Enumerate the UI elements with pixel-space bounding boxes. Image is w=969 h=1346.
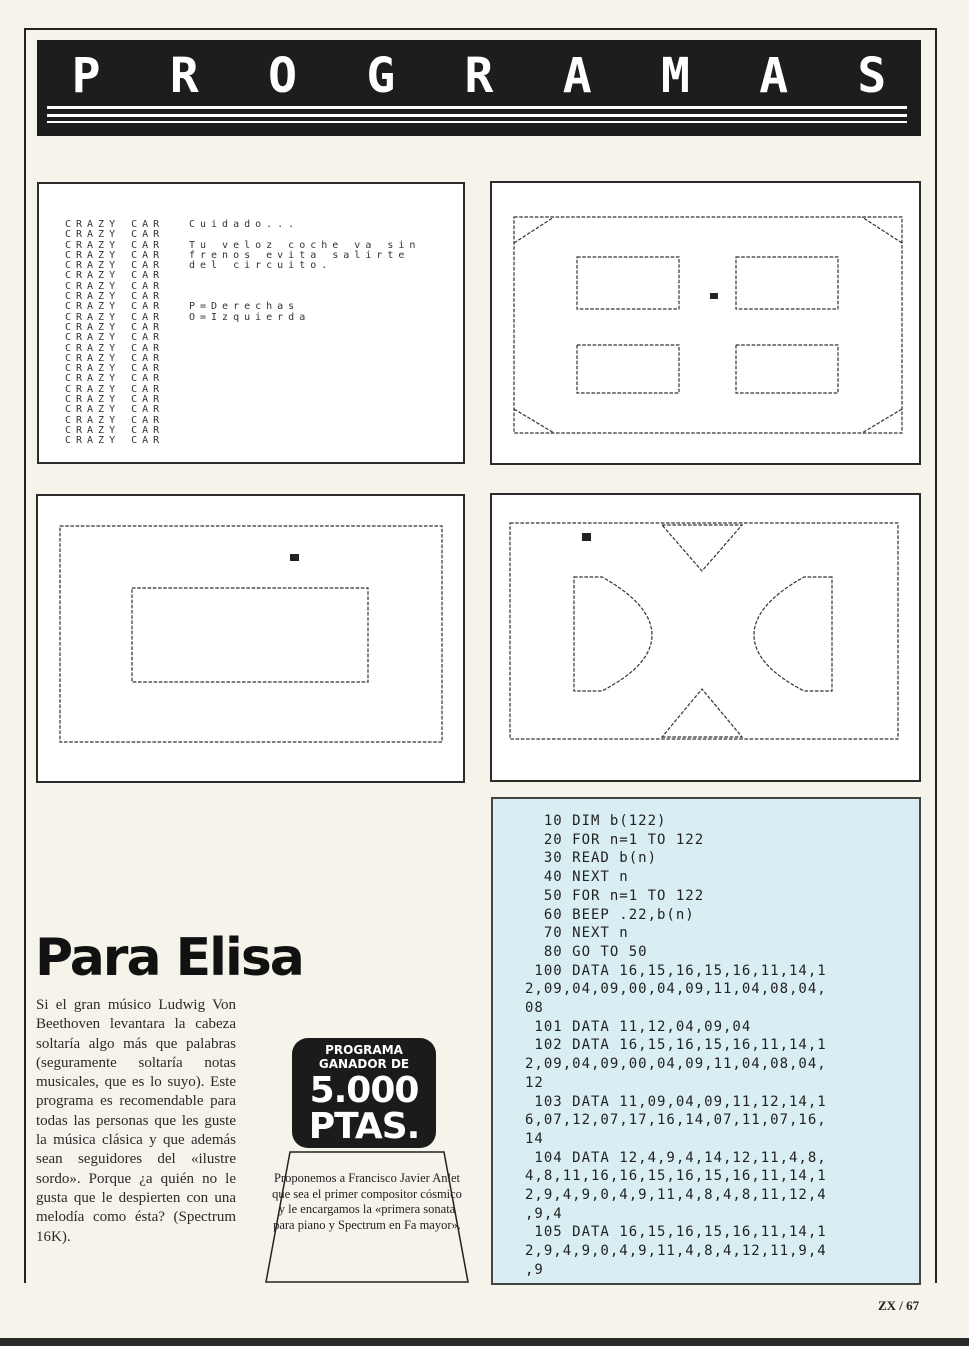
crazy-car-line: CRAZY CAR [65, 332, 165, 344]
screenshot-circuit-88 [490, 181, 921, 465]
crazy-car-line: CRAZY CAR [65, 301, 165, 313]
crazy-car-line: CRAZY CAR [65, 270, 165, 282]
crazy-car-line: CRAZY CAR [65, 404, 165, 416]
code-line: 4,8,11,16,16,15,16,15,16,11,14,1 [525, 1168, 827, 1185]
code-line: 100 DATA 16,15,16,15,16,11,14,1 [525, 962, 827, 979]
section-banner [37, 40, 921, 136]
circuit-rect-graphic [38, 496, 463, 781]
code-line: 6,07,12,07,17,16,14,07,11,07,16, [525, 1112, 827, 1129]
banner-letter: A [759, 48, 789, 104]
code-line: 60 BEEP .22,b(n) [525, 906, 695, 923]
crazy-car-line: CRAZY CAR [65, 260, 165, 272]
instruction-line: del circuito. [189, 260, 333, 272]
crazy-car-line: CRAZY CAR [65, 373, 165, 385]
banner-stripe [47, 114, 907, 117]
crazy-car-line: CRAZY CAR [65, 311, 165, 323]
code-line: 2,9,4,9,0,4,9,11,4,8,4,12,11,9,4 [525, 1243, 827, 1260]
code-line: 08 [525, 1000, 544, 1016]
article-title: Para Elisa [35, 928, 303, 988]
car-sprite [582, 533, 591, 541]
circuit-88-graphic [492, 183, 919, 463]
screenshot-circuit-oval [490, 493, 921, 782]
basic-listing [491, 797, 921, 1285]
bottom-bar [0, 1338, 969, 1346]
instruction-line [189, 271, 420, 281]
code-line: ,9 [525, 1261, 544, 1278]
crazy-car-line: CRAZY CAR [65, 352, 165, 364]
crazy-car-line: CRAZY CAR [65, 435, 165, 447]
badge-currency: PTAS. [308, 1106, 420, 1147]
code-line: 2,09,04,09,00,04,09,11,04,08,04, [525, 1056, 827, 1073]
code-line: 30 READ b(n) [525, 850, 658, 867]
banner-stripe [47, 121, 907, 123]
code-line: 10 DIM b(122) [525, 813, 667, 829]
banner-letter: R [464, 48, 494, 104]
crazy-car-line: CRAZY CAR [65, 363, 165, 375]
instruction-line: O=Izquierda [189, 311, 311, 323]
crazy-car-line: CRAZY CAR [65, 342, 165, 354]
screenshot-circuit-rect [36, 494, 465, 783]
code-line: 2,9,4,9,0,4,9,11,4,8,4,8,11,12,4 [525, 1187, 827, 1203]
page-rule-left [24, 28, 26, 1283]
banner-letter: P [71, 48, 101, 104]
banner-letter: G [366, 48, 396, 104]
code-line: ,9,4 [525, 1205, 563, 1222]
prize-badge [292, 1038, 436, 1148]
page-number: ZX / 67 [878, 1298, 920, 1313]
crazy-car-column [65, 220, 164, 447]
circuit-oval-graphic [492, 495, 919, 780]
badge-line: GANADOR DE [318, 1057, 410, 1071]
code-line: 14 [525, 1130, 544, 1147]
car-sprite [710, 293, 718, 299]
crazy-car-line: CRAZY CAR [65, 291, 165, 303]
crazy-car-line: CRAZY CAR [65, 280, 165, 292]
banner-letter: S [857, 48, 887, 104]
article-body: Si el gran músico Ludwig Von Beethoven levantara la cabeza soltaría algo más que palabras (seguramente soltaría notas musicales, que es lo suyo). Este programa es recomendable para todas las personas que les guste la música clásica y que además sean seguidores del «ilustre sordo». Porque ¿a quién no le gusta que le despierten con una melodía como ésta? (Spectrum 16K). [36, 997, 236, 1245]
code-line: 50 FOR n=1 TO 122 [525, 887, 705, 904]
crazy-car-line: CRAZY CAR [65, 249, 165, 261]
banner-letter: M [660, 48, 690, 104]
code-line: 80 GO TO 50 [525, 943, 648, 960]
crazy-car-line: CRAZY CAR [65, 383, 165, 395]
crazy-car-line: CRAZY CAR [65, 321, 165, 333]
crazy-car-line: CRAZY CAR [65, 229, 165, 241]
code-line: 12 [525, 1074, 544, 1091]
banner-letter: R [169, 48, 199, 104]
instruction-line [189, 282, 420, 292]
proposal-text: Proponemos a Francisco Javier Anlet que sea el primer compositor cósmico y le encargamos la «primera sonata para piano y Spectrum en Fa mayor». [272, 1171, 462, 1232]
crazy-car-line: CRAZY CAR [65, 239, 165, 251]
car-sprite [290, 554, 299, 561]
instruction-line: Tu veloz coche va sin [189, 239, 421, 251]
code-line: 102 DATA 16,15,16,15,16,11,14,1 [525, 1037, 827, 1054]
code-line: 104 DATA 12,4,9,4,14,12,11,4,8, [525, 1149, 827, 1166]
code-line: 20 FOR n=1 TO 122 [525, 831, 705, 848]
banner-stripe [47, 106, 907, 109]
instruction-line: Cuidado... [189, 219, 300, 230]
page-rule-right [935, 28, 937, 1283]
code-line: 105 DATA 16,15,16,15,16,11,14,1 [525, 1224, 827, 1241]
code-line: 103 DATA 11,09,04,09,11,12,14,1 [525, 1093, 827, 1110]
screenshot-title-screen [37, 182, 465, 464]
instructions-text [189, 220, 420, 323]
crazy-car-line: CRAZY CAR [65, 424, 165, 436]
crazy-car-line: CRAZY CAR [65, 414, 165, 426]
badge-amount: 5.000 [309, 1070, 419, 1111]
instruction-line: frenos evita salirte [189, 249, 410, 261]
badge-line: PROGRAMA [325, 1043, 403, 1057]
code-line: 40 NEXT n [525, 869, 629, 886]
code-line: 2,09,04,09,00,04,09,11,04,08,04, [525, 981, 827, 998]
banner-letter: O [268, 48, 297, 104]
banner-letter: A [562, 48, 592, 104]
code-line: 101 DATA 11,12,04,09,04 [525, 1018, 752, 1035]
banner-title [37, 48, 921, 104]
page-rule-top [24, 28, 936, 30]
crazy-car-line: CRAZY CAR [65, 394, 165, 406]
code-line: 70 NEXT n [525, 925, 629, 942]
instruction-line: P=Derechas [189, 301, 300, 313]
crazy-car-line: CRAZY CAR [65, 219, 165, 230]
